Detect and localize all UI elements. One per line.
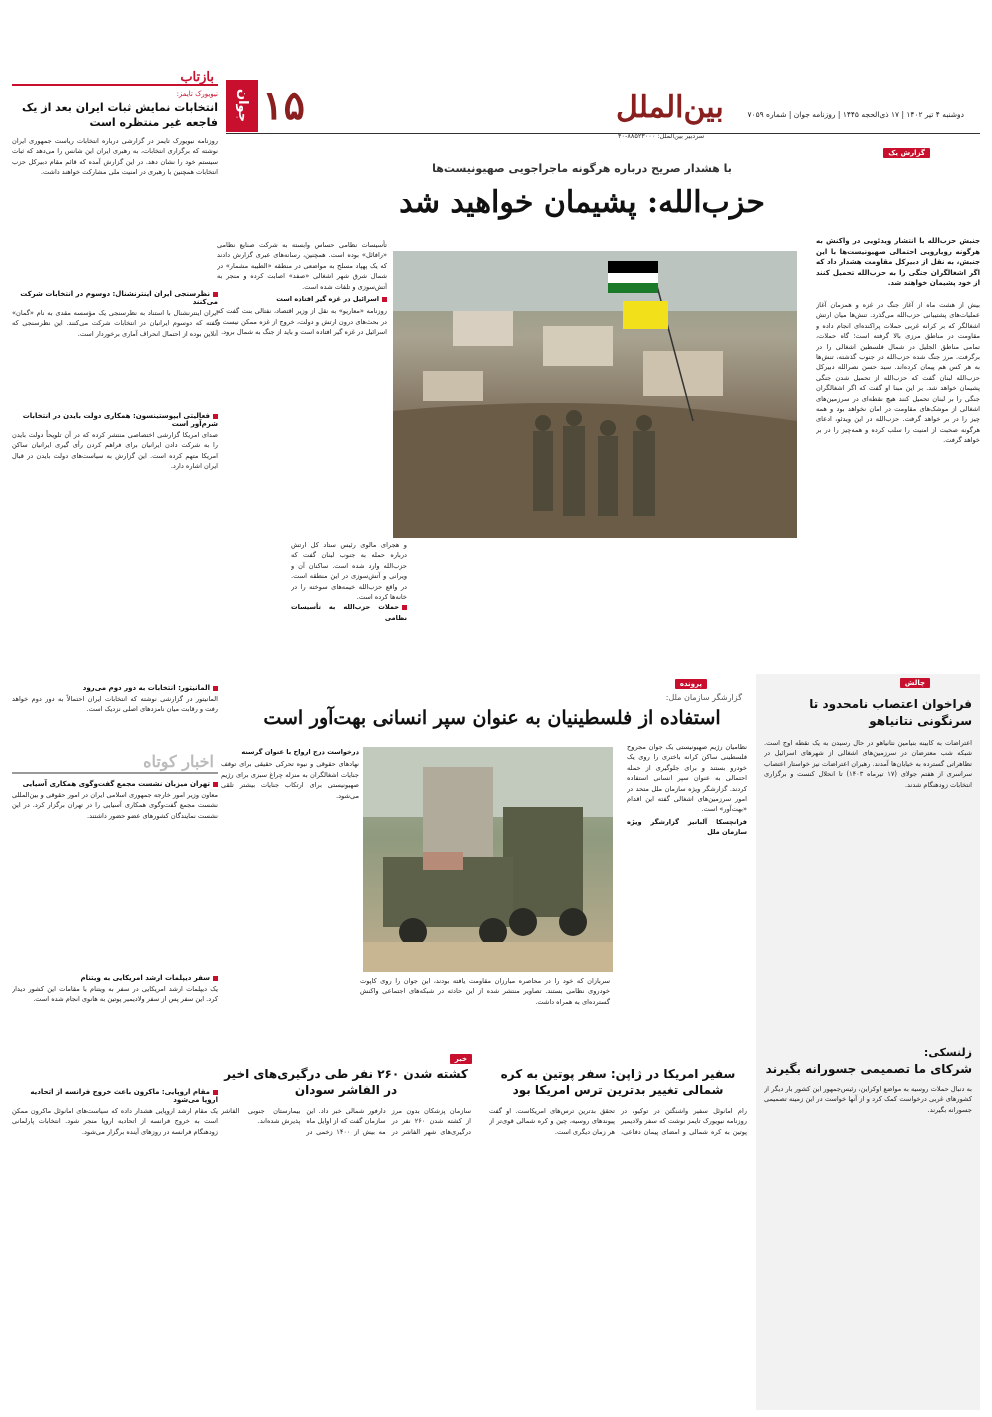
page-number: ۱۵ — [262, 82, 305, 129]
bullet-icon — [213, 1090, 218, 1095]
mid-story-col3: سربازان که خود را در محاصره مبارزان مقاومت یافته بودند، این جوان را روی کاپوت خودروی نظامی بستند. تصاویر منتشر شده از این حادثه در شبکه‌های اجتماعی واکنش گسترده‌ای به همراه داشت. — [360, 977, 610, 1006]
mid-story-col4 — [221, 747, 359, 1042]
top-story-col1: بیش از هشت ماه از آغاز جنگ در غزه و همزمان آغاز عملیات‌های پشتیبانی حزب‌الله می‌گذرد. تنش‌ها میان ارتش اشغالگر که بر کرانه غربی حملات پراکنده‌ای انجام داده و مقاومت در مناطق مرزی بالا گرفته است؛ گاه حملات، تمامی مناطق الجلیل در شمال فلسطین اشغالی را در برگرفت. مرز جنگ شده حزب‌الله در جنوب گذشته، تنش‌ها به هر کس هم پیمان کرده‌اند. سید حسن نصرالله دبیرکل حزب‌الله لبنان گفت که حزب‌الله از تحمیل شدن جنگی پشیمان خواهد شد. بر این مبنا او گفت که اگر اشغالگران جنگی را بر لبنان تحمیل کنند هیچ نقطه‌ای در سرزمین‌های اشغالی از موشک‌های مقاومت در امان نخواهد بود و همه چیز را در بر خواهد گرفت. حزب‌الله در این ویدئو، ادعای هرگونه صحبت از امنیت را سلب کرده و همه‌چیز را در بر خواهد گرفت. — [816, 301, 980, 445]
bullet-icon — [382, 297, 387, 302]
logo-text: جوان — [226, 80, 258, 132]
sidebar-sec3-title: فعالیتی ایپوستینسون: همکاری دولت بایدن در انتخابات شرم‌آور است — [22, 412, 218, 428]
right-sidebar — [756, 674, 980, 1410]
mid-story-photo — [363, 747, 613, 972]
bullet-icon — [213, 686, 218, 691]
short-news-1-body: معاون وزیر امور خارجه جمهوری اسلامی ایران در امور حقوقی و بین‌المللی نشست مجمع گفت‌وگوی همکاری آسیایی را در تهران برگزار کرد. در این نشست نمایندگان کشورهای عضو حضور داشتند. — [12, 791, 218, 820]
right-sidebar-headline2: زلنسکی: — [923, 1046, 972, 1059]
top-story-col2-text: و هجرای مالوی رئیس ستاد کل ارتش درباره حمله به جنوب لبنان گفت که حزب‌الله وارد شده است. ساکنان آن و ویرانی و آتش‌سوزی در این منطقه است. در واقع حزب‌الله خیمه‌های سوخته را در خانه‌ها کرده است. — [291, 541, 407, 602]
right-sidebar-headline2-main: شرکای ما تصمیمی جسورانه بگیرند — [765, 1062, 972, 1076]
short-news-header — [12, 752, 218, 774]
top-story-col3 — [217, 240, 387, 660]
right-sidebar-headline: فراخوان اعتصاب نامحدود تا سرنگونی نتانیاهو — [809, 697, 972, 728]
bullet-icon — [402, 605, 407, 610]
bottom-story2-headline: کشته شدن ۲۶۰ نفر طی درگیری‌های اخیر در الفاشر سودان — [224, 1067, 468, 1097]
bullet-icon — [213, 292, 218, 297]
sidebar-sec4 — [12, 684, 218, 692]
sidebar-body2: ایران اینترنشنال با استناد به نظرسنجی یک مؤسسه مقدی به نام «گمان» گفته که دوسوم ایرانیان در انتخابات شرکت می‌کنند. این نظرسنجی که آنلاین بوده از احتمال انحراف آماری برخوردار است. — [12, 309, 218, 338]
masthead — [226, 78, 980, 140]
short-news-2 — [12, 974, 218, 982]
sidebar-sec3 — [12, 412, 218, 428]
date-line: دوشنبه ۴ تیر ۱۴۰۲ | ۱۷ ذی‌الحجه ۱۴۴۵ | روزنامه جوان | شماره ۷۰۵۹ — [747, 110, 964, 119]
bullet-icon — [213, 976, 218, 981]
right-sidebar-body2: به دنبال حملات روسیه به مواضع اوکراین، رئیس‌جمهور این کشور بار دیگر از کشورهای غربی درخواست کمک کرد و از آنها خواست در این زمینه تصمیمی جسورانه بگیرند. — [764, 1085, 972, 1114]
mid-story-kicker: گزارشگر سازمان ملل: — [665, 693, 742, 702]
mid-story-col4-text: نهادهای حقوقی و نیوه تحرکی حقیقی برای توقف جنایات اشغالگران به منزله چراغ سبزی برای رژیم صهیونیستی برای ارتکاب جنایات بیشتر تلقی می‌شود. — [221, 760, 359, 800]
left-sidebar — [12, 70, 218, 1400]
sidebar-body1: روزنامه نیویورک تایمز در گزارشی درباره انتخابات ریاست جمهوری ایران نوشته که برگزاری انتخابات، به رهبری ایران این شانس را می‌دهد که ثبات سیستم خود را نشان دهد. در این گزارش آمده که قائم مقام دبیرکل حزب انتخابات همچنین با رهبری در امنیت ملی مشارکت خواهند داشت. — [12, 137, 218, 177]
mid-story-headline: استفاده از فلسطینیان به عنوان سپر انسانی بهت‌آور است — [263, 707, 721, 729]
short-news-3 — [12, 1088, 218, 1104]
top-story-col3-sub — [217, 294, 387, 304]
top-story-col3b-text: روزنامه «معاریو» به نقل از وزیر اقتصاد، نفتالی بنت گفت که در بحث‌های درون ارتش و دولت، خروج از غزه ممکن نیست و اسرائیل در غزه گیر افتاده است و باید از جنگ به شمال برود. — [217, 307, 387, 337]
top-story-headline: حزب‌الله: پشیمان خواهید شد — [399, 185, 765, 220]
short-news-title: اخبار کوتاه — [143, 752, 214, 771]
mid-story-tag: پرونده — [675, 679, 707, 689]
top-story-col2-subtitle: حملات حزب‌الله به تأسیسات نظامی — [291, 603, 407, 622]
sidebar-title: انتخابات نمایش ثبات ایران بعد از یک فاجعه غیر منتظره است — [22, 101, 218, 129]
top-story-col3-subtitle: اسرائیل در غزه گیر افتاده است — [276, 295, 379, 304]
bullet-icon — [213, 414, 218, 419]
mid-story-col4-sub: درخواست درج ارواح با عنوان گرسنه — [241, 748, 359, 756]
top-story-photo — [393, 251, 797, 538]
short-news-3-title: مقام اروپایی: ماکرون باعث خروج فرانسه از اتحادیه اروپا می‌شود — [30, 1088, 218, 1104]
top-story-col3-text: تأسیسات نظامی حساس وابسته به شرکت صنایع نظامی «رافائل» بوده است. همچنین، رسانه‌های عبری گزارش دادند که یک پهپاد مسلح به مواضعی در منطقه «الطیبه مشمار» در شمال شرق شهر اشغالی «صفد» اصابت کرده و منجر به آتش‌سوزی و تلفات شده است. — [217, 241, 387, 291]
right-sidebar-body: اعتراضات به کابینه بنیامین نتانیاهو در حال رسیدن به یک نقطه اوج است. شبکه شب معترضان در سرزمین‌های اشغالی از شهرهای اسرائیل در تظاهراتی گسترده به خیابان‌ها آمدند. رهبران اعتراضات نیز خواستار اعتصاب سراسری از هفتم جولای (۱۷ تیرماه ۱۴۰۳) تا انحلال کنست و برگزاری انتخابات زودهنگام شدند. — [764, 739, 972, 789]
mid-story-col1-sub: فرانچسکا آلبانیز گزارشگر ویژه سازمان ملل — [627, 817, 747, 837]
short-news-2-title: سفر دیپلمات ارشد امریکایی به ویتنام — [80, 974, 210, 982]
short-news-1-title: تهران میزبان نشست مجمع گفت‌وگوی همکاری آسیایی — [22, 780, 210, 788]
section-editor-line: سردبیر بین‌الملل: ۸۸۵۲۳۰۰۰-۴۰ — [618, 132, 705, 140]
sidebar-section-header — [12, 70, 218, 86]
sidebar-kicker: نیویورک تایمز: — [176, 90, 218, 98]
newspaper-logo — [226, 80, 336, 132]
top-story-lead: جنبش حزب‌الله با انتشار ویدئویی در واکنش به هرگونه رویارویی احتمالی صهیونیست‌ها با این جنبش، به نقل از دبیرکل مقاومت هشدار داد که اگر اشغالگران جنگی را به حزب‌الله تحمیل کنند از خود پشیمان خواهند شد. — [816, 237, 980, 287]
section-brand: بین‌الملل — [616, 90, 724, 125]
short-news-3-body: یک مقام ارشد اروپایی هشدار داده که سیاست‌های امانوئل ماکرون ممکن است به خروج فرانسه از اتحادیه اروپا منجر شود. انتخابات پارلمانی زودهنگام فرانسه در روزهای آینده برگزار می‌شود. — [12, 1107, 218, 1136]
sidebar-body3: صدای امریکا گزارشی اختصاصی منتشر کرده که در آن تلویحاً دولت بایدن را به شرکت دادن ایرانیان برای فراهم کردن رأی گیری ایرانیان ساکن امریکا متهم کرده است. این گزارش به سیاست‌های دولت بایدن در قبال ایران اشاره دارد. — [12, 431, 218, 471]
top-story-tag: گزارش یک — [883, 148, 930, 158]
right-sidebar-tag: چالش — [900, 678, 930, 688]
sidebar-sec4-title: المانیتور: انتخابات به دور دوم می‌رود — [82, 684, 210, 692]
bottom-tag: خبر — [450, 1054, 472, 1064]
mid-story-col1 — [627, 742, 747, 1042]
bottom-story2-body: سازمان پزشکان بدون مرز از کشته شدن ۲۶۰ نفر در درگیری‌های شهر الفاشر در دارفور شمالی خبر داد. این سازمان گفت که از اوایل ماه مه بیش از ۱۴۰۰ زخمی در بیمارستان جنوبی الفاشر پذیرش شده‌اند. — [221, 1107, 471, 1136]
sidebar-section-title: بازتاب — [180, 70, 214, 85]
short-news-2-body: یک دیپلمات ارشد امریکایی در سفر به ویتنام با مقامات این کشور دیدار کرد. این سفر پس از سفر ولادیمیر پوتین به هانوی انجام شده است. — [12, 985, 218, 1004]
sidebar-body4: المانیتور در گزارشی نوشته که انتخابات ایران احتمالاً به دور دوم خواهد رفت و رقابت میان نامزدهای اصلی نزدیک است. — [12, 695, 218, 714]
sidebar-sec2 — [12, 290, 218, 306]
bottom-story1-body: رام امانوئل سفیر واشنگتن در توکیو، در روزنامه نیویورک تایمز نوشت که سفر ولادیمیر پوتین به کره شمالی و امضای پیمان دفاعی، تحقق بدترین ترس‌های امریکاست. او گفت پیوندهای روسیه، چین و کره شمالی قوی‌تر از هر زمان دیگری است. — [489, 1107, 747, 1136]
bottom-story1-headline: سفیر امریکا در ژاپن: سفر پوتین به کره شمالی تغییر بدترین ترس امریکا بود — [500, 1067, 736, 1097]
bullet-icon — [213, 782, 218, 787]
sidebar-sec2-title: نظرسنجی ایران اینترنشنال: دوسوم در انتخابات شرکت می‌کنند — [20, 290, 218, 306]
mid-story-col1-text: نظامیان رژیم صهیونیستی یک جوان مجروح فلسطینی ساکن کرانه باختری را روی یک خودرو بستند و برای جلوگیری از حمله احتمالی به عنوان سپر انسانی استفاده کردند. گزارشگر ویژه سازمان ملل متحد در امور سرزمین‌های اشغالی گفته این اقدام «بهت‌آور» است. — [627, 743, 747, 814]
short-news-1 — [12, 780, 218, 788]
top-story-kicker: با هشدار صریح درباره هرگونه ماجراجویی صهیونیست‌ها — [432, 162, 732, 175]
